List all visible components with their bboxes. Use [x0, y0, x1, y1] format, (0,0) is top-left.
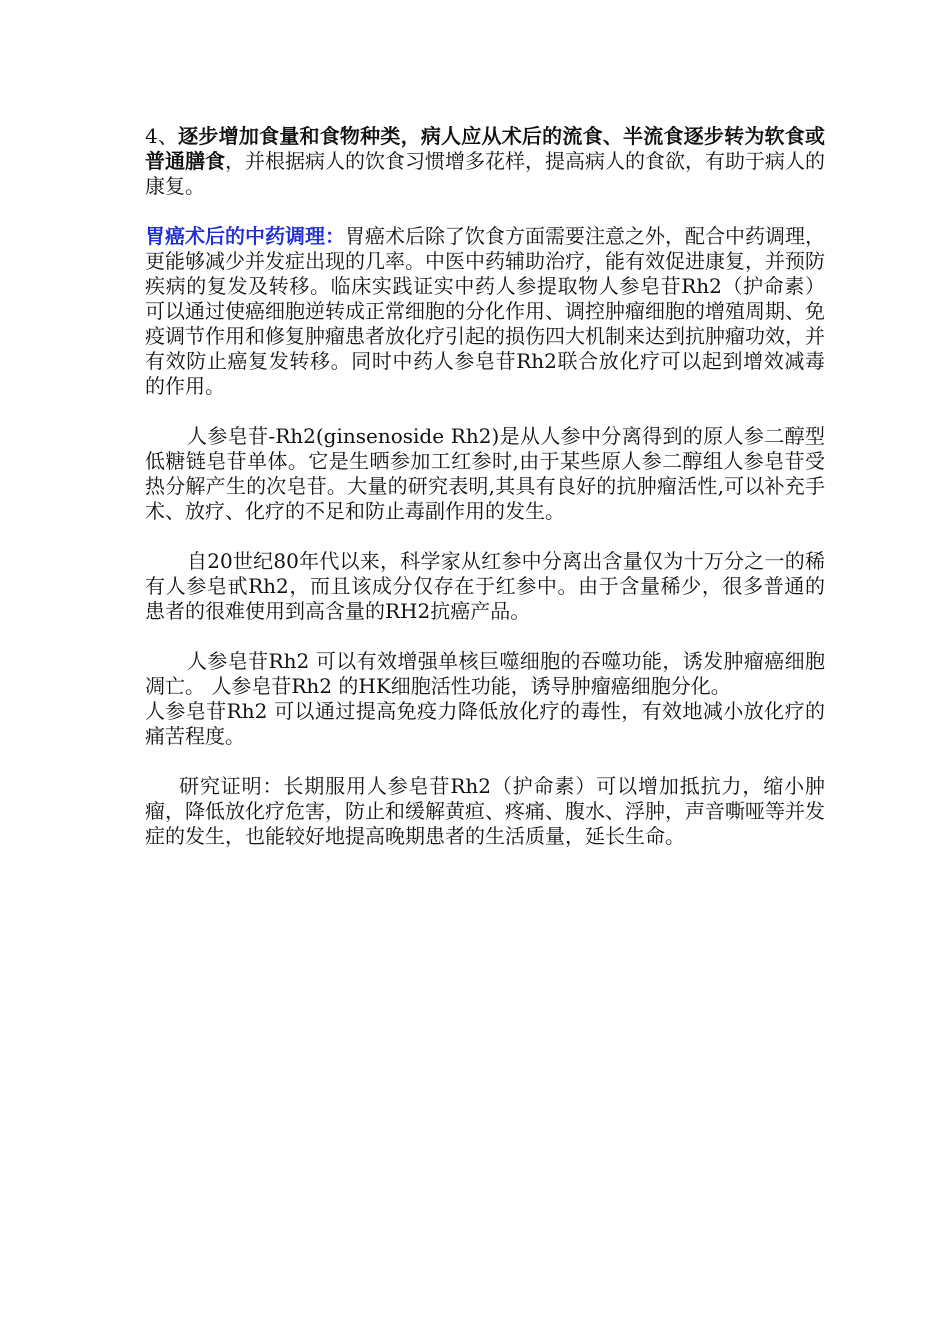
- ginsenoside-intro-paragraph: 人参皂苷-Rh2(ginsenoside Rh2)是从人参中分离得到的原人参二醇型低糖链皂苷单体。它是生晒参加工红参时,由于某些原人参二醇组人参皂苷受热分解产生的次皂苷。大量的研究表明,其具有良好的抗肿瘤活性,可以补充手术、放疗、化疗的不足和防止毒副作用的发生。: [145, 424, 825, 523]
- red-ginseng-paragraph: 自20世纪80年代以来，科学家从红参中分离出含量仅为十万分之一的稀有人参皂甙Rh2，而且该成分仅存在于红参中。由于含量稀少，很多普通的患者的很难使用到高含量的RH2抗癌产品。: [145, 549, 825, 623]
- tcm-body: 胃癌术后除了饮食方面需要注意之外，配合中药调理，更能够减少并发症出现的几率。中医中药辅助治疗，能有效促进康复，并预防疾病的复发及转移。临床实践证实中药人参提取物人参皂苷Rh2（护命素）可以通过使癌细胞逆转成正常细胞的分化作用、调控肿瘤细胞的增殖周期、免疫调节作用和修复肿瘤患者放化疗引起的损伤四大机制来达到抗肿瘤功效，并有效防止癌复发转移。同时中药人参皂苷Rh2联合放化疗可以起到增效减毒的作用。: [145, 224, 825, 398]
- tcm-paragraph: [145, 224, 825, 399]
- item-number: 4、: [145, 124, 179, 148]
- research-paragraph: 研究证明：长期服用人参皂苷Rh2（护命素）可以增加抵抗力，缩小肿瘤，降低放化疗危害，防止和缓解黄疸、疼痛、腹水、浮肿，声音嘶哑等并发症的发生，也能较好地提高晚期患者的生活质量，延长生命。: [145, 774, 825, 848]
- document-page: [145, 124, 825, 874]
- item-4-text: ，并根据病人的饮食习惯增多花样，提高病人的食欲，有助于病人的康复。: [145, 149, 825, 198]
- rh2-immunity-paragraph: 人参皂苷Rh2 可以通过提高免疫力降低放化疗的毒性，有效地减小放化疗的痛苦程度。: [145, 699, 825, 748]
- tcm-heading: 胃癌术后的中药调理：: [145, 224, 345, 248]
- rh2-effect-paragraph: 人参皂苷Rh2 可以有效增强单核巨噬细胞的吞噬功能，诱发肿瘤癌细胞凋亡。 人参皂苷Rh2 的HK细胞活性功能，诱导肿瘤癌细胞分化。: [145, 649, 825, 698]
- item-4-paragraph: [145, 124, 825, 199]
- item-4-bold-text: 逐步增加食量和食物种类，病人应从术后的流食、半流食逐步转为软食或普通膳食: [145, 124, 825, 173]
